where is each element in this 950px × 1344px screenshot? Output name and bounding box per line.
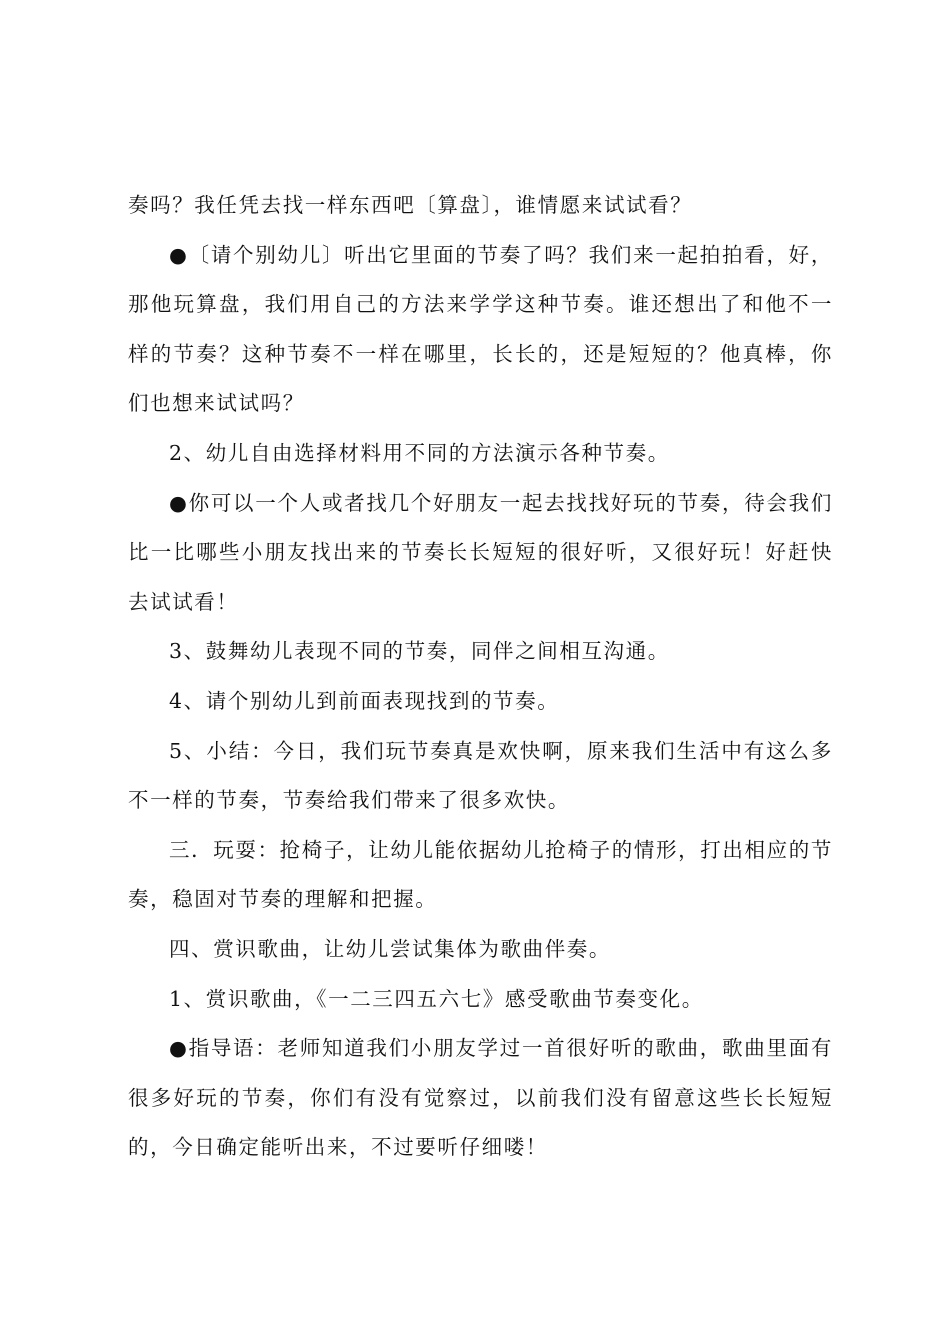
paragraph-7: 5、小结：今日，我们玩节奏真是欢快啊，原来我们生活中有这么多不一样的节奏，节奏给我们带来了很多欢快。 [128, 738, 833, 813]
paragraph-1: 奏吗？我任凭去找一样东西吧〔算盘〕，谁情愿来试试看？ [128, 193, 693, 217]
paragraph-10: 1、赏识歌曲，《一二三四五六七》感受歌曲节奏变化。 [169, 986, 704, 1011]
paragraph-8: 三．玩耍：抢椅子，让幼儿能依据幼儿抢椅子的情形，打出相应的节奏，稳固对节奏的理解和把握。 [128, 837, 833, 912]
paragraph-4: ●你可以一个人或者找几个好朋友一起去找找好玩的节奏，待会我们比一比哪些小朋友找出来的节奏长长短短的很好听，又很好玩！好赶快去试试看！ [128, 490, 833, 614]
paragraph-2: ●〔请个别幼儿〕听出它里面的节奏了吗？我们来一起拍拍看，好，那他玩算盘，我们用自己的方法来学学这种节奏。谁还想出了和他不一样的节奏？这种节奏不一样在哪里，长长的，还是短短的？他真棒，你们也想来试试吗？ [128, 242, 833, 416]
paragraph-5: 3、鼓舞幼儿表现不同的节奏，同伴之间相互沟通。 [169, 639, 670, 664]
paragraph-11: ●指导语：老师知道我们小朋友学过一首很好听的歌曲，歌曲里面有很多好玩的节奏，你们有没有觉察过，以前我们没有留意这些长长短短的，今日确定能听出来，不过要听仔细喽！ [128, 1036, 833, 1160]
paragraph-9: 四、赏识歌曲，让幼儿尝试集体为歌曲伴奏。 [169, 936, 611, 961]
body-text [128, 181, 833, 1173]
paragraph-6: 4、请个别幼儿到前面表现找到的节奏。 [169, 688, 560, 713]
paragraph-3: 2、幼儿自由选择材料用不同的方法演示各种节奏。 [169, 440, 670, 465]
